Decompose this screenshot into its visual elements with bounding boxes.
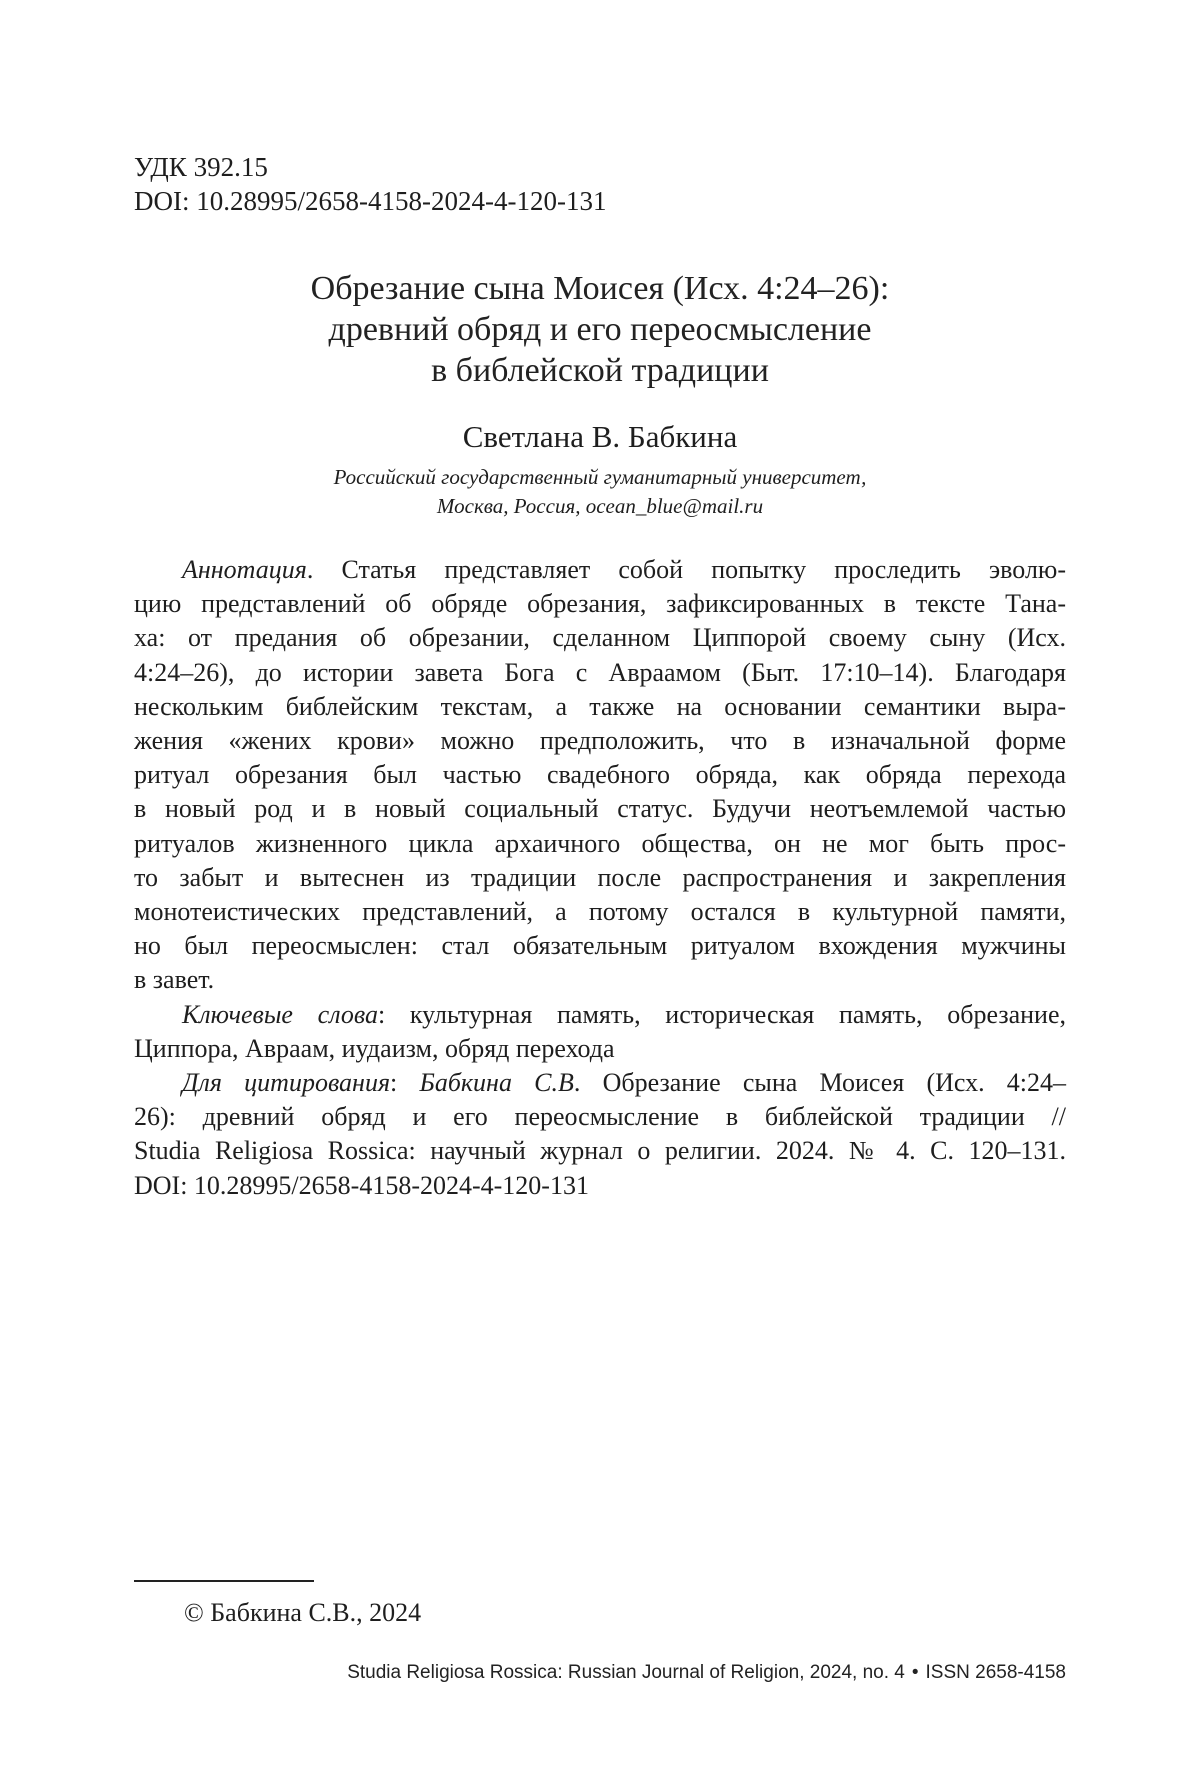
abstract-label: Аннотация (182, 555, 307, 584)
abstract-line: но был переосмыслен: стал обязательным ритуалом вхождения мужчины (134, 931, 1066, 961)
citation-line: Studia Religiosa Rossica: научный журнал о религии. 2024. № 4. С. 120–131. (134, 1136, 1066, 1166)
abstract-line: в новый род и в новый социальный статус. Будучи неотъемлемой частью (134, 794, 1066, 824)
citation-paragraph (134, 1066, 1066, 1203)
author-affiliation (134, 463, 1066, 521)
abstract-line: ритуал обрезания был частью свадебного обряда, как обряда перехода (134, 760, 1066, 790)
abstract-line: жения «жених крови» можно предположить, что в изначальной форме (134, 726, 1066, 756)
abstract-paragraph (134, 553, 1066, 998)
bullet-separator: • (911, 1662, 919, 1683)
article-identifiers (134, 150, 1066, 218)
citation-line: 26): древний обряд и его переосмысление в библейской традиции // (134, 1102, 1066, 1132)
abstract-line: ритуалов жизненного цикла архаичного общества, он не мог быть прос- (134, 828, 1066, 858)
keywords-line: Циппора, Авраам, иудаизм, обряд перехода (134, 1033, 615, 1063)
citation-text: . Обрезание сына Моисея (Исх. 4:24– (573, 1068, 1066, 1098)
abstract-line: цию представлений об обряде обрезания, зафиксированных в тексте Тана- (134, 589, 1066, 619)
keywords-paragraph (134, 998, 1066, 1066)
abstract-line: то забыт и вытеснен из традиции после распространения и закрепления (134, 862, 1066, 892)
doi-line: DOI: 10.28995/2658-4158-2024-4-120-131 (134, 186, 607, 216)
running-footer (347, 1660, 1066, 1686)
author-name: Светлана В. Бабкина (462, 419, 738, 454)
abstract-line (134, 553, 1066, 587)
title-line-2: древний обряд и его переосмысление (328, 311, 872, 348)
title-line-3: в библейской традиции (431, 352, 769, 389)
citation-colon: : (390, 1068, 420, 1098)
article-first-page (134, 150, 1066, 1203)
abstract-block (134, 553, 1066, 1203)
abstract-line: 4:24–26), до истории завета Бога с Авраамом (Быт. 17:10–14). Благодаря (134, 657, 1066, 687)
affiliation-line-2: Москва, Россия, ocean_blue@mail.ru (436, 494, 764, 518)
udk-code: УДК 392.15 (134, 152, 268, 182)
issn: ISSN 2658-4158 (925, 1662, 1066, 1683)
abstract-line: ха: от предания об обрезании, сделанном Циппорой своему сыну (Исх. (134, 623, 1066, 653)
citation-line (134, 1066, 1066, 1100)
citation-doi: DOI: 10.28995/2658-4158-2024-4-120-131 (134, 1170, 589, 1200)
citation-author: Бабкина С.В (419, 1068, 574, 1098)
abstract-line: в завет. (134, 965, 215, 995)
affiliation-line-1: Российский государственный гуманитарный университет, (333, 465, 867, 489)
copyright-notice: © Бабкина С.В., 2024 (184, 1598, 422, 1627)
footnote-divider (134, 1580, 314, 1582)
abstract-text: . Статья представляет собой попытку проследить эволю- (306, 555, 1066, 584)
article-title (134, 268, 1066, 391)
keywords-label: Ключевые слова (182, 999, 378, 1029)
keywords-text: : культурная память, историческая память, обрезание, (377, 999, 1066, 1029)
journal-citation: Studia Religiosa Rossica: Russian Journal of Religion, 2024, no. 4 (347, 1662, 905, 1683)
title-line-1: Обрезание сына Моисея (Исх. 4:24–26): (310, 270, 890, 307)
abstract-line: нескольким библейским текстам, а также на основании семантики выра- (134, 691, 1066, 721)
keywords-line (134, 998, 1066, 1032)
abstract-line: монотеистических представлений, а потому остался в культурной памяти, (134, 897, 1066, 927)
citation-label: Для цитирования (182, 1068, 391, 1098)
